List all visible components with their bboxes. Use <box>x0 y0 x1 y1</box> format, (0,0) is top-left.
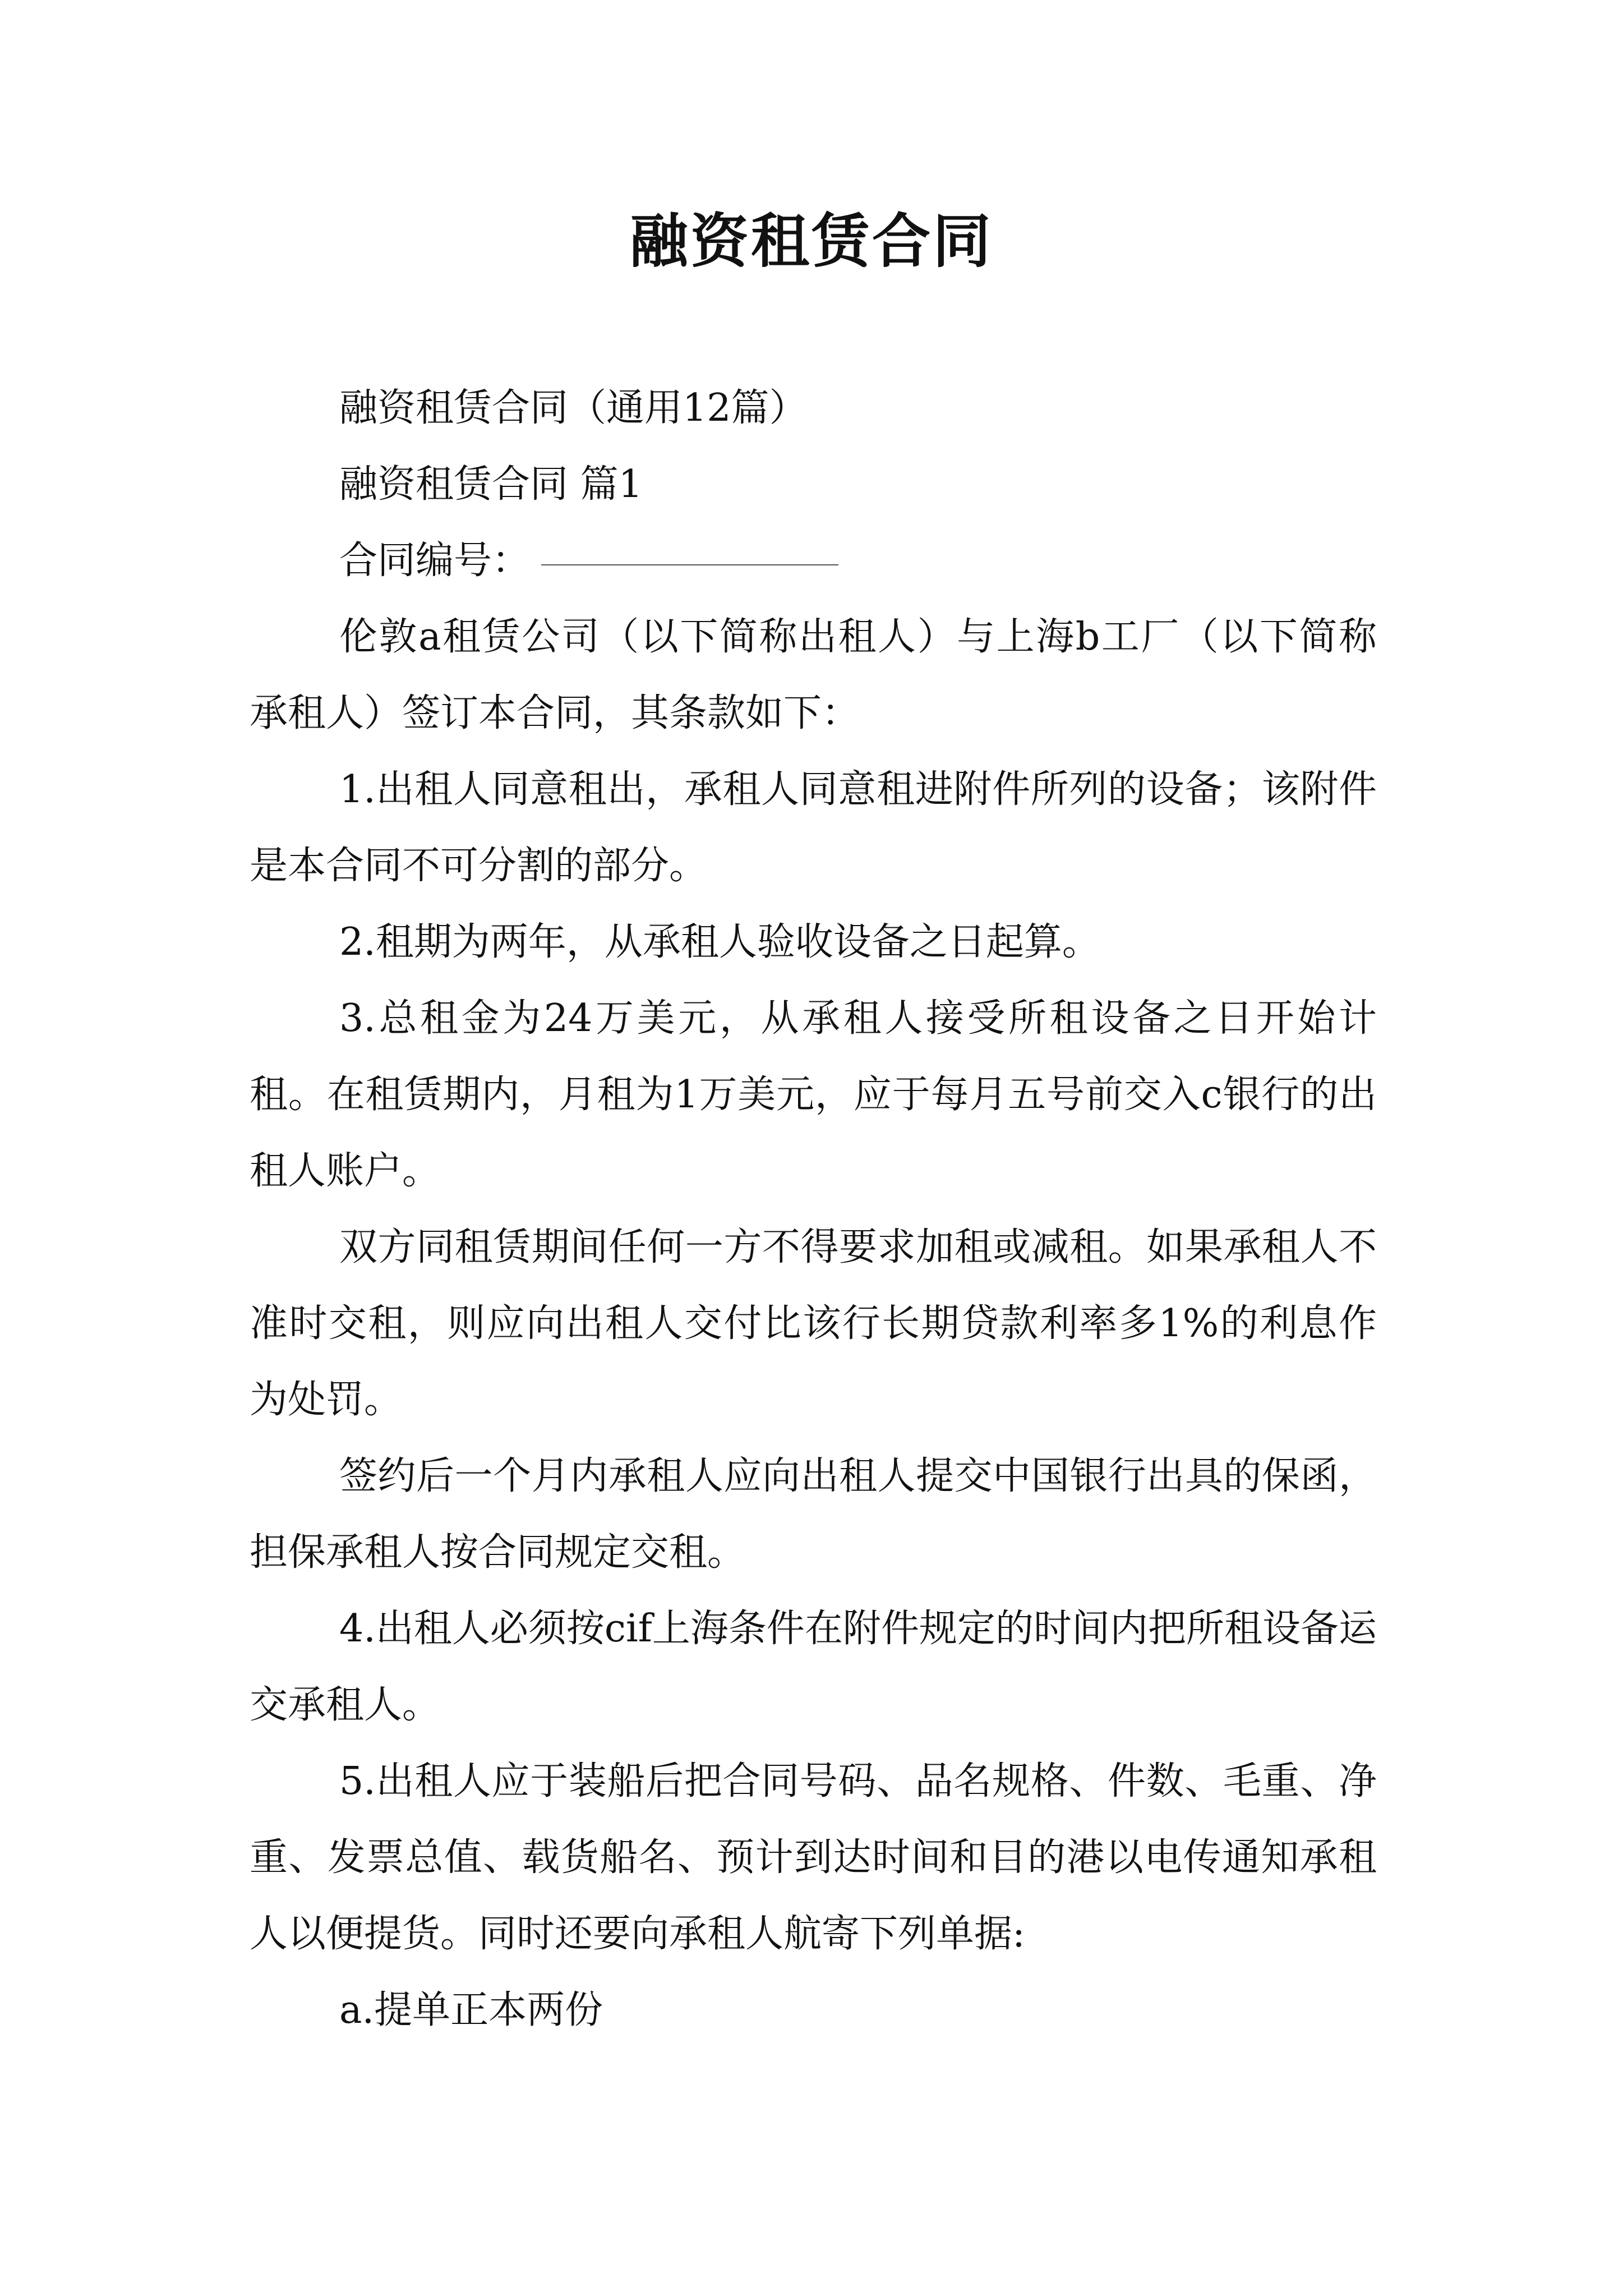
contract-number-row <box>250 523 1377 599</box>
paragraph: 3.总租金为24万美元，从承租人接受所租设备之日开始计租。在租赁期内，月租为1万美元，应于每月五号前交入c银行的出租人账户。 <box>250 996 1377 1193</box>
contract-number-label: 合同编号： <box>339 539 531 583</box>
paragraph: a.提单正本两份 <box>339 1988 603 2032</box>
contract-number-blank <box>541 564 838 565</box>
paragraph: 1.出租人同意租出，承租人同意租进附件所列的设备；该附件是本合同不可分割的部分。 <box>250 767 1377 888</box>
document-title: 融资租赁合同 <box>629 206 993 275</box>
paragraph: 4.出租人必须按cif上海条件在附件规定的时间内把所租设备运交承租人。 <box>250 1607 1377 1727</box>
paragraph: 签约后一个月内承租人应向出租人提交中国银行出具的保函，担保承租人按合同规定交租。 <box>250 1454 1377 1575</box>
section-heading: 融资租赁合同 篇1 <box>339 462 643 507</box>
paragraph: 伦敦a租赁公司（以下简称出租人）与上海b工厂（以下简称承租人）签订本合同，其条款如下： <box>250 615 1377 735</box>
paragraph: 双方同租赁期间任何一方不得要求加租或减租。如果承租人不准时交租，则应向出租人交付比该行长期贷款利率多1%的利息作为处罚。 <box>250 1225 1377 1422</box>
paragraph: 2.租期为两年，从承租人验收设备之日起算。 <box>339 920 1100 964</box>
paragraph: 5.出租人应于装船后把合同号码、品名规格、件数、毛重、净重、发票总值、载货船名、预计到达时间和目的港以电传通知承租人以便提货。同时还要向承租人航寄下列单据: <box>250 1759 1377 1956</box>
document-body <box>250 370 1377 2049</box>
document-subtitle: 融资租赁合同（通用12篇） <box>339 386 808 430</box>
